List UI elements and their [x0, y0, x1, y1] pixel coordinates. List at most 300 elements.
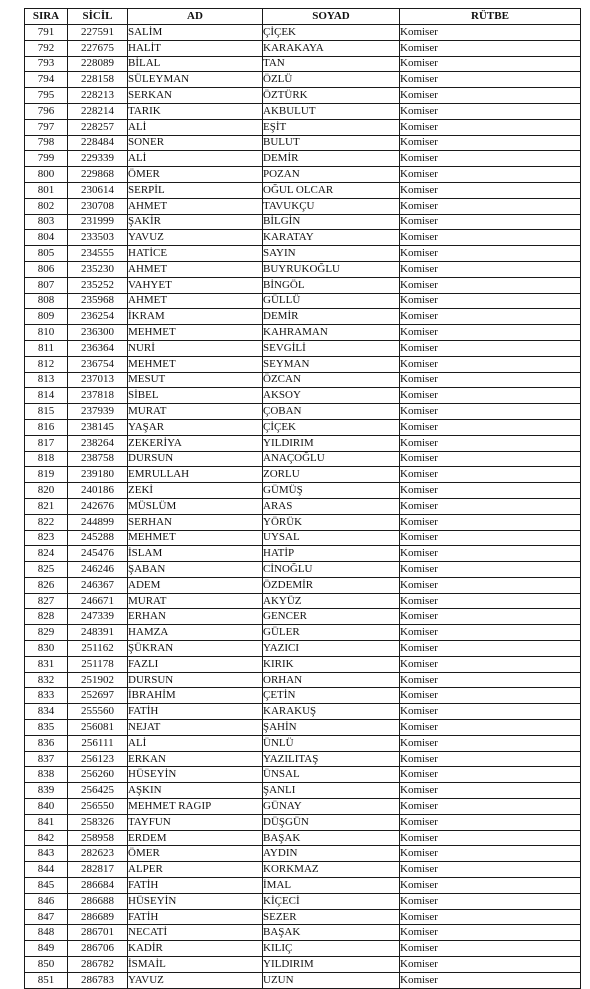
row-rutbe: Komiser — [400, 814, 581, 830]
row-soyad: KORKMAZ — [263, 862, 400, 878]
row-ad: NURİ — [128, 340, 263, 356]
row-soyad: GÜNAY — [263, 799, 400, 815]
row-sira: 849 — [25, 941, 68, 957]
row-sira: 848 — [25, 925, 68, 941]
table-row — [25, 593, 581, 609]
row-sira: 819 — [25, 467, 68, 483]
row-rutbe: Komiser — [400, 340, 581, 356]
row-soyad: YÖRÜK — [263, 514, 400, 530]
row-ad: İBRAHİM — [128, 688, 263, 704]
table-row — [25, 404, 581, 420]
table-row — [25, 704, 581, 720]
row-sicil: 236254 — [68, 309, 128, 325]
row-sicil: 244899 — [68, 514, 128, 530]
row-soyad: SAYIN — [263, 246, 400, 262]
row-sicil: 235968 — [68, 293, 128, 309]
row-sira: 801 — [25, 182, 68, 198]
table-row — [25, 277, 581, 293]
row-ad: AHMET — [128, 261, 263, 277]
row-rutbe: Komiser — [400, 514, 581, 530]
row-soyad: KARAKAYA — [263, 40, 400, 56]
row-ad: HÜSEYİN — [128, 893, 263, 909]
row-sicil: 286783 — [68, 972, 128, 988]
row-ad: NECATİ — [128, 925, 263, 941]
row-rutbe: Komiser — [400, 388, 581, 404]
row-sicil: 229339 — [68, 151, 128, 167]
row-soyad: DÜŞGÜN — [263, 814, 400, 830]
row-ad: SERKAN — [128, 88, 263, 104]
row-sicil: 239180 — [68, 467, 128, 483]
row-sicil: 258958 — [68, 830, 128, 846]
row-sira: 821 — [25, 498, 68, 514]
row-rutbe: Komiser — [400, 419, 581, 435]
row-soyad: CİNOĞLU — [263, 562, 400, 578]
table-row — [25, 182, 581, 198]
row-sira: 813 — [25, 372, 68, 388]
row-soyad: AKSOY — [263, 388, 400, 404]
row-soyad: EŞİT — [263, 119, 400, 135]
row-sira: 847 — [25, 909, 68, 925]
row-ad: FATİH — [128, 704, 263, 720]
row-sicil: 251162 — [68, 641, 128, 657]
row-soyad: YAZILITAŞ — [263, 751, 400, 767]
row-rutbe: Komiser — [400, 103, 581, 119]
row-soyad: POZAN — [263, 167, 400, 183]
table-row — [25, 893, 581, 909]
row-sira: 828 — [25, 609, 68, 625]
table-row — [25, 783, 581, 799]
row-sicil: 237939 — [68, 404, 128, 420]
row-soyad: KAHRAMAN — [263, 325, 400, 341]
row-sira: 811 — [25, 340, 68, 356]
row-sira: 831 — [25, 656, 68, 672]
row-rutbe: Komiser — [400, 783, 581, 799]
row-sira: 835 — [25, 720, 68, 736]
row-soyad: OĞUL OLCAR — [263, 182, 400, 198]
row-ad: YAVUZ — [128, 972, 263, 988]
header-rutbe: RÜTBE — [400, 9, 581, 25]
row-sira: 822 — [25, 514, 68, 530]
row-ad: HAMZA — [128, 625, 263, 641]
row-rutbe: Komiser — [400, 151, 581, 167]
row-soyad: BİNGÖL — [263, 277, 400, 293]
row-soyad: GÜLER — [263, 625, 400, 641]
row-rutbe: Komiser — [400, 546, 581, 562]
row-sicil: 256425 — [68, 783, 128, 799]
row-soyad: ŞAHİN — [263, 720, 400, 736]
row-soyad: YAZICI — [263, 641, 400, 657]
row-sira: 810 — [25, 325, 68, 341]
row-sira: 809 — [25, 309, 68, 325]
row-soyad: ÖZCAN — [263, 372, 400, 388]
header-soyad: SOYAD — [263, 9, 400, 25]
row-sira: 838 — [25, 767, 68, 783]
row-sicil: 235230 — [68, 261, 128, 277]
table-row — [25, 356, 581, 372]
row-ad: EMRULLAH — [128, 467, 263, 483]
row-sicil: 255560 — [68, 704, 128, 720]
table-row — [25, 419, 581, 435]
table-row — [25, 246, 581, 262]
row-ad: ÖMER — [128, 846, 263, 862]
row-sira: 797 — [25, 119, 68, 135]
row-rutbe: Komiser — [400, 40, 581, 56]
row-sicil: 286706 — [68, 941, 128, 957]
row-ad: AHMET — [128, 198, 263, 214]
row-sicil: 237013 — [68, 372, 128, 388]
row-sira: 834 — [25, 704, 68, 720]
row-ad: MURAT — [128, 593, 263, 609]
row-sira: 840 — [25, 799, 68, 815]
row-sicil: 228214 — [68, 103, 128, 119]
row-soyad: KARAKUŞ — [263, 704, 400, 720]
row-soyad: ÇOBAN — [263, 404, 400, 420]
table-row — [25, 309, 581, 325]
roster-document — [24, 8, 580, 989]
row-sira: 792 — [25, 40, 68, 56]
table-row — [25, 641, 581, 657]
row-rutbe: Komiser — [400, 135, 581, 151]
row-sira: 833 — [25, 688, 68, 704]
row-soyad: ÖZLÜ — [263, 72, 400, 88]
row-rutbe: Komiser — [400, 277, 581, 293]
row-sicil: 240186 — [68, 483, 128, 499]
row-sira: 800 — [25, 167, 68, 183]
row-sicil: 286701 — [68, 925, 128, 941]
row-ad: DURSUN — [128, 672, 263, 688]
row-rutbe: Komiser — [400, 957, 581, 973]
table-row — [25, 830, 581, 846]
table-row — [25, 941, 581, 957]
row-sicil: 251178 — [68, 656, 128, 672]
row-soyad: UYSAL — [263, 530, 400, 546]
row-ad: İSLAM — [128, 546, 263, 562]
row-rutbe: Komiser — [400, 767, 581, 783]
row-rutbe: Komiser — [400, 893, 581, 909]
row-sicil: 234555 — [68, 246, 128, 262]
row-ad: ALİ — [128, 735, 263, 751]
row-ad: BİLAL — [128, 56, 263, 72]
table-row — [25, 103, 581, 119]
row-sira: 803 — [25, 214, 68, 230]
row-rutbe: Komiser — [400, 309, 581, 325]
row-sira: 807 — [25, 277, 68, 293]
table-row — [25, 167, 581, 183]
row-rutbe: Komiser — [400, 656, 581, 672]
row-sira: 791 — [25, 25, 68, 41]
row-soyad: YILDIRIM — [263, 435, 400, 451]
row-ad: MEHMET RAGIP — [128, 799, 263, 815]
row-sira: 837 — [25, 751, 68, 767]
row-soyad: DEMİR — [263, 151, 400, 167]
row-rutbe: Komiser — [400, 846, 581, 862]
row-sicil: 256111 — [68, 735, 128, 751]
row-ad: FATİH — [128, 909, 263, 925]
row-ad: HÜSEYİN — [128, 767, 263, 783]
row-sira: 798 — [25, 135, 68, 151]
row-sicil: 228257 — [68, 119, 128, 135]
row-ad: YAVUZ — [128, 230, 263, 246]
row-rutbe: Komiser — [400, 119, 581, 135]
row-ad: MEHMET — [128, 530, 263, 546]
row-sira: 841 — [25, 814, 68, 830]
row-rutbe: Komiser — [400, 862, 581, 878]
row-sira: 816 — [25, 419, 68, 435]
row-sicil: 228089 — [68, 56, 128, 72]
row-sira: 823 — [25, 530, 68, 546]
row-rutbe: Komiser — [400, 609, 581, 625]
row-ad: NEJAT — [128, 720, 263, 736]
row-rutbe: Komiser — [400, 246, 581, 262]
row-rutbe: Komiser — [400, 372, 581, 388]
table-row — [25, 198, 581, 214]
table-row — [25, 957, 581, 973]
row-rutbe: Komiser — [400, 25, 581, 41]
row-soyad: ARAS — [263, 498, 400, 514]
row-rutbe: Komiser — [400, 593, 581, 609]
row-soyad: GÜMÜŞ — [263, 483, 400, 499]
table-row — [25, 40, 581, 56]
row-sicil: 242676 — [68, 498, 128, 514]
row-sira: 817 — [25, 435, 68, 451]
row-soyad: YILDIRIM — [263, 957, 400, 973]
row-ad: ZEKİ — [128, 483, 263, 499]
table-row — [25, 672, 581, 688]
row-soyad: ÇİÇEK — [263, 419, 400, 435]
row-ad: ŞAKİR — [128, 214, 263, 230]
row-sicil: 238758 — [68, 451, 128, 467]
table-row — [25, 925, 581, 941]
row-soyad: SEZER — [263, 909, 400, 925]
row-soyad: BUYRUKOĞLU — [263, 261, 400, 277]
row-rutbe: Komiser — [400, 167, 581, 183]
personnel-table — [24, 8, 581, 989]
table-row — [25, 720, 581, 736]
row-soyad: SEVGİLİ — [263, 340, 400, 356]
row-sira: 830 — [25, 641, 68, 657]
row-ad: ŞABAN — [128, 562, 263, 578]
row-ad: ERKAN — [128, 751, 263, 767]
row-sicil: 256081 — [68, 720, 128, 736]
row-soyad: KIRIK — [263, 656, 400, 672]
row-soyad: TAVUKÇU — [263, 198, 400, 214]
row-rutbe: Komiser — [400, 704, 581, 720]
row-sira: 824 — [25, 546, 68, 562]
row-ad: AHMET — [128, 293, 263, 309]
row-sira: 826 — [25, 577, 68, 593]
row-sicil: 246367 — [68, 577, 128, 593]
row-soyad: GENCER — [263, 609, 400, 625]
row-ad: ADEM — [128, 577, 263, 593]
row-sicil: 247339 — [68, 609, 128, 625]
table-row — [25, 388, 581, 404]
table-row — [25, 261, 581, 277]
table-row — [25, 878, 581, 894]
row-sicil: 246671 — [68, 593, 128, 609]
table-row — [25, 230, 581, 246]
row-rutbe: Komiser — [400, 404, 581, 420]
row-ad: VAHYET — [128, 277, 263, 293]
row-sira: 812 — [25, 356, 68, 372]
row-soyad: ZORLU — [263, 467, 400, 483]
row-sira: 799 — [25, 151, 68, 167]
row-sicil: 230708 — [68, 198, 128, 214]
row-soyad: İMAL — [263, 878, 400, 894]
row-sicil: 228484 — [68, 135, 128, 151]
row-ad: TAYFUN — [128, 814, 263, 830]
header-sicil: SİCİL — [68, 9, 128, 25]
row-soyad: BAŞAK — [263, 830, 400, 846]
table-row — [25, 577, 581, 593]
row-soyad: ÖZDEMİR — [263, 577, 400, 593]
table-row — [25, 909, 581, 925]
row-sicil: 233503 — [68, 230, 128, 246]
row-sira: 795 — [25, 88, 68, 104]
row-rutbe: Komiser — [400, 182, 581, 198]
table-row — [25, 435, 581, 451]
row-soyad: DEMİR — [263, 309, 400, 325]
row-soyad: AKYÜZ — [263, 593, 400, 609]
row-sira: 850 — [25, 957, 68, 973]
row-rutbe: Komiser — [400, 467, 581, 483]
table-row — [25, 735, 581, 751]
row-rutbe: Komiser — [400, 230, 581, 246]
row-ad: MEHMET — [128, 356, 263, 372]
row-sicil: 256550 — [68, 799, 128, 815]
row-sicil: 228158 — [68, 72, 128, 88]
table-row — [25, 119, 581, 135]
row-sicil: 227675 — [68, 40, 128, 56]
row-rutbe: Komiser — [400, 625, 581, 641]
row-rutbe: Komiser — [400, 562, 581, 578]
row-ad: ÖMER — [128, 167, 263, 183]
row-sira: 845 — [25, 878, 68, 894]
row-ad: ALİ — [128, 151, 263, 167]
table-row — [25, 751, 581, 767]
row-sira: 827 — [25, 593, 68, 609]
row-sicil: 256123 — [68, 751, 128, 767]
table-body — [25, 25, 581, 989]
row-sira: 818 — [25, 451, 68, 467]
table-row — [25, 546, 581, 562]
row-soyad: BAŞAK — [263, 925, 400, 941]
table-row — [25, 72, 581, 88]
table-row — [25, 609, 581, 625]
row-sira: 815 — [25, 404, 68, 420]
row-sira: 804 — [25, 230, 68, 246]
row-ad: ALPER — [128, 862, 263, 878]
row-ad: SİBEL — [128, 388, 263, 404]
row-soyad: AYDIN — [263, 846, 400, 862]
row-soyad: ÇETİN — [263, 688, 400, 704]
row-ad: KADİR — [128, 941, 263, 957]
row-rutbe: Komiser — [400, 751, 581, 767]
row-sicil: 227591 — [68, 25, 128, 41]
row-rutbe: Komiser — [400, 214, 581, 230]
row-sira: 843 — [25, 846, 68, 862]
header-row — [25, 9, 581, 25]
row-sicil: 286688 — [68, 893, 128, 909]
table-row — [25, 498, 581, 514]
row-ad: AŞKIN — [128, 783, 263, 799]
row-ad: FAZLI — [128, 656, 263, 672]
table-row — [25, 530, 581, 546]
row-rutbe: Komiser — [400, 451, 581, 467]
row-rutbe: Komiser — [400, 72, 581, 88]
row-rutbe: Komiser — [400, 641, 581, 657]
row-sicil: 256260 — [68, 767, 128, 783]
table-row — [25, 25, 581, 41]
row-rutbe: Komiser — [400, 198, 581, 214]
row-sicil: 286689 — [68, 909, 128, 925]
row-rutbe: Komiser — [400, 435, 581, 451]
row-rutbe: Komiser — [400, 498, 581, 514]
row-sicil: 245476 — [68, 546, 128, 562]
row-soyad: KİÇECİ — [263, 893, 400, 909]
row-rutbe: Komiser — [400, 878, 581, 894]
row-ad: HALİT — [128, 40, 263, 56]
table-row — [25, 625, 581, 641]
row-sicil: 238264 — [68, 435, 128, 451]
row-sicil: 251902 — [68, 672, 128, 688]
row-rutbe: Komiser — [400, 293, 581, 309]
row-sicil: 245288 — [68, 530, 128, 546]
table-row — [25, 799, 581, 815]
table-row — [25, 483, 581, 499]
row-rutbe: Komiser — [400, 325, 581, 341]
row-soyad: TAN — [263, 56, 400, 72]
row-sira: 820 — [25, 483, 68, 499]
row-soyad: AKBULUT — [263, 103, 400, 119]
row-sira: 844 — [25, 862, 68, 878]
table-row — [25, 862, 581, 878]
row-sicil: 228213 — [68, 88, 128, 104]
table-row — [25, 88, 581, 104]
row-soyad: BİLGİN — [263, 214, 400, 230]
header-ad: AD — [128, 9, 263, 25]
row-soyad: KILIÇ — [263, 941, 400, 957]
row-ad: HATİCE — [128, 246, 263, 262]
row-ad: SÜLEYMAN — [128, 72, 263, 88]
table-row — [25, 293, 581, 309]
row-sicil: 252697 — [68, 688, 128, 704]
table-row — [25, 972, 581, 988]
row-soyad: ÇİÇEK — [263, 25, 400, 41]
row-ad: DURSUN — [128, 451, 263, 467]
row-sira: 802 — [25, 198, 68, 214]
row-ad: ŞÜKRAN — [128, 641, 263, 657]
row-sicil: 236754 — [68, 356, 128, 372]
row-sira: 851 — [25, 972, 68, 988]
table-header — [25, 9, 581, 25]
table-row — [25, 814, 581, 830]
table-row — [25, 656, 581, 672]
header-sira: SIRA — [25, 9, 68, 25]
table-row — [25, 151, 581, 167]
row-rutbe: Komiser — [400, 672, 581, 688]
row-ad: MESUT — [128, 372, 263, 388]
row-sicil: 236300 — [68, 325, 128, 341]
row-sira: 794 — [25, 72, 68, 88]
row-rutbe: Komiser — [400, 720, 581, 736]
table-row — [25, 340, 581, 356]
table-row — [25, 325, 581, 341]
row-sicil: 235252 — [68, 277, 128, 293]
row-sicil: 237818 — [68, 388, 128, 404]
table-row — [25, 451, 581, 467]
row-sicil: 231999 — [68, 214, 128, 230]
row-sira: 836 — [25, 735, 68, 751]
